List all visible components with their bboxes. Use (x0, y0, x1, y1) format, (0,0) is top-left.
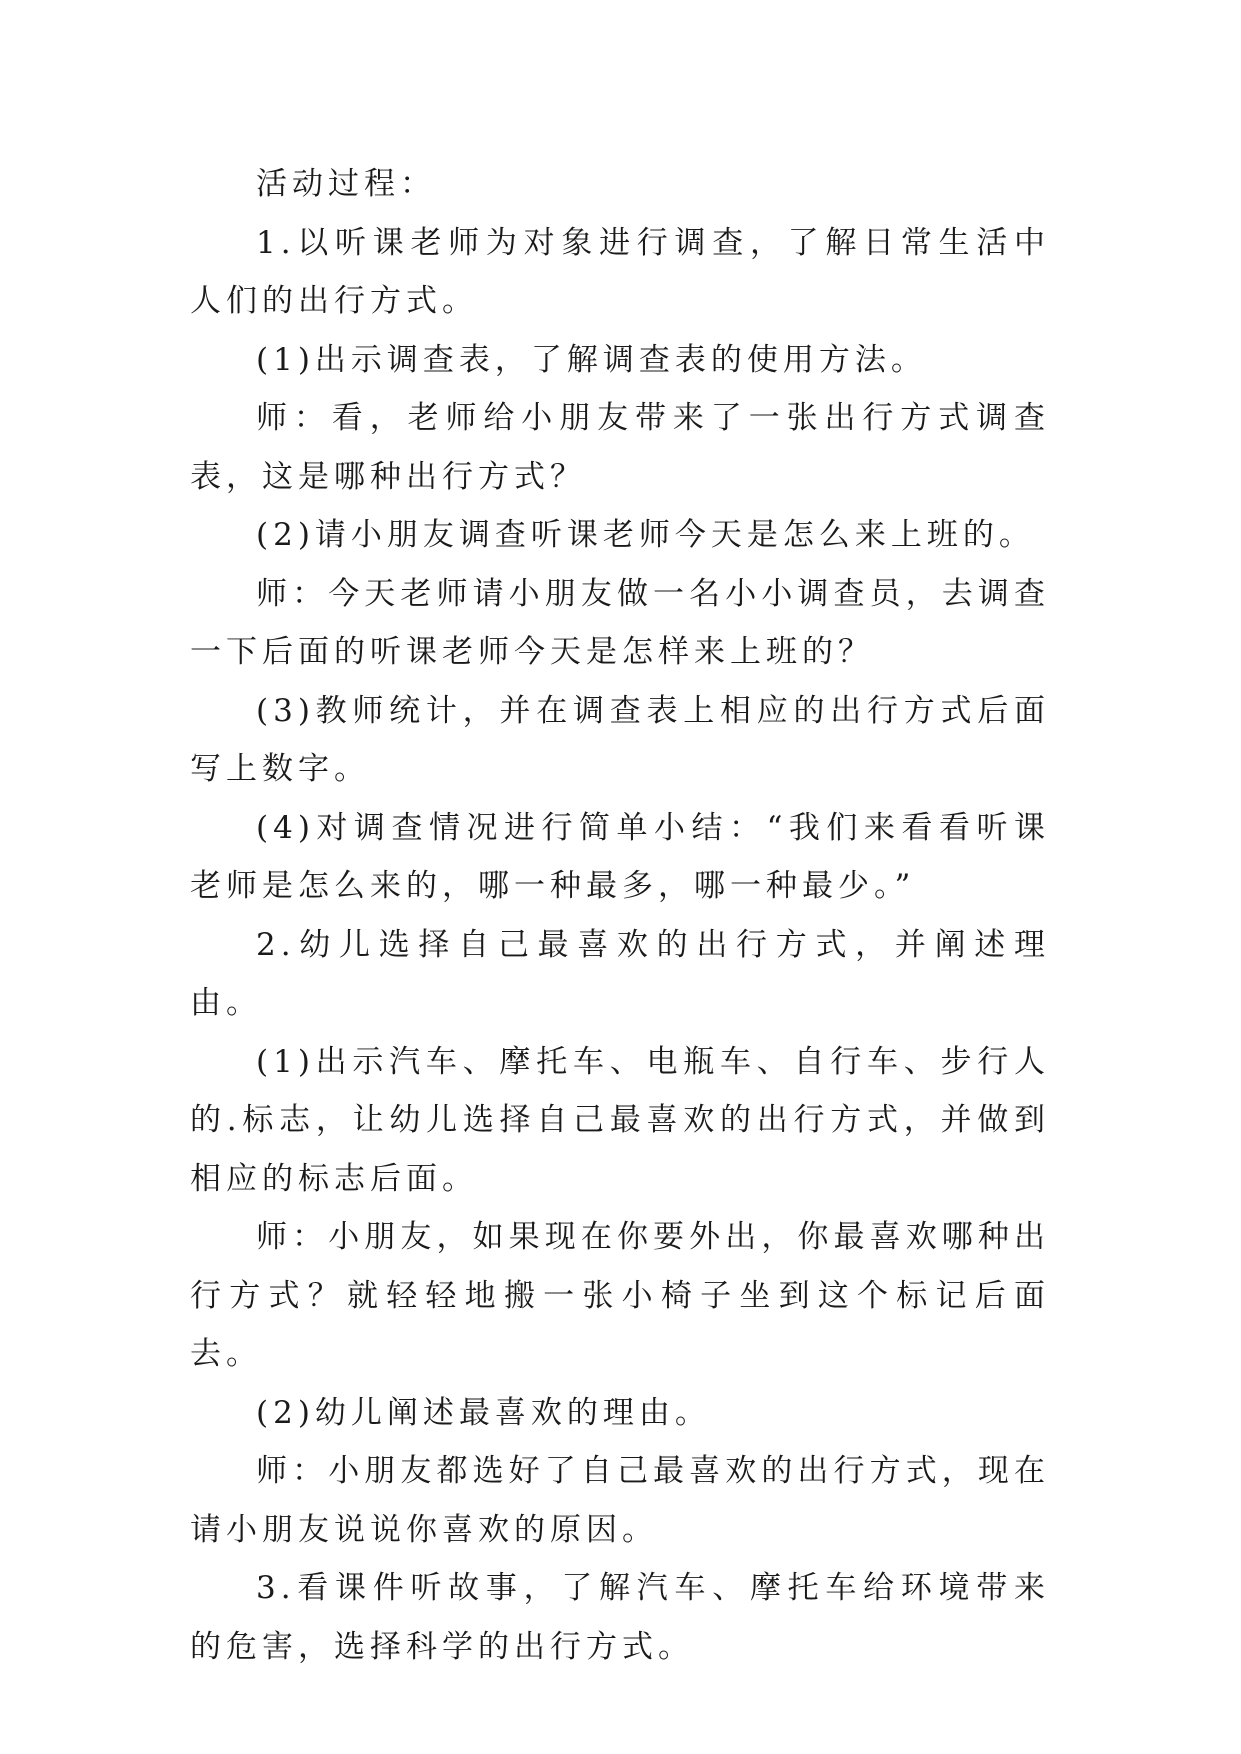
paragraph-step-2: 2.幼儿选择自己最喜欢的出行方式，并阐述理由。 (190, 926, 1050, 1021)
paragraph-step-1-3: (3)教师统计，并在调查表上相应的出行方式后面写上数字。 (190, 692, 1050, 787)
paragraph-activity-process-heading: 活动过程： (256, 166, 436, 202)
paragraph-teacher-line-4: 师：小朋友都选好了自己最喜欢的出行方式，现在请小朋友说说你喜欢的原因。 (190, 1453, 1050, 1548)
paragraph-step-1-4: (4)对调查情况进行简单小结：“我们来看看听课老师是怎么来的，哪一种最多，哪一种最少。” (190, 809, 1050, 904)
paragraph-step-1-2: (2)请小朋友调查听课老师今天是怎么来上班的。 (256, 517, 1035, 553)
paragraph-teacher-line-2: 师：今天老师请小朋友做一名小小调查员，去调查一下后面的听课老师今天是怎样来上班的？ (190, 575, 1050, 670)
paragraph-step-2-2: (2)幼儿阐述最喜欢的理由。 (256, 1394, 711, 1431)
paragraph-step-3: 3.看课件听故事，了解汽车、摩托车给环境带来的危害，选择科学的出行方式。 (190, 1570, 1050, 1665)
paragraph-teacher-line-3: 师：小朋友，如果现在你要外出，你最喜欢哪种出行方式？就轻轻地搬一张小椅子坐到这个标记后面去。 (190, 1219, 1050, 1372)
paragraph-step-1-1: (1)出示调查表，了解调查表的使用方法。 (256, 341, 927, 378)
document-body (190, 155, 1050, 1676)
paragraph-step-1: 1.以听课老师为对象进行调查，了解日常生活中人们的出行方式。 (190, 224, 1050, 319)
paragraph-teacher-line-1: 师：看，老师给小朋友带来了一张出行方式调查表，这是哪种出行方式？ (190, 400, 1050, 495)
paragraph-step-2-1: (1)出示汽车、摩托车、电瓶车、自行车、步行人的.标志，让幼儿选择自己最喜欢的出行方式，并做到相应的标志后面。 (190, 1043, 1050, 1197)
